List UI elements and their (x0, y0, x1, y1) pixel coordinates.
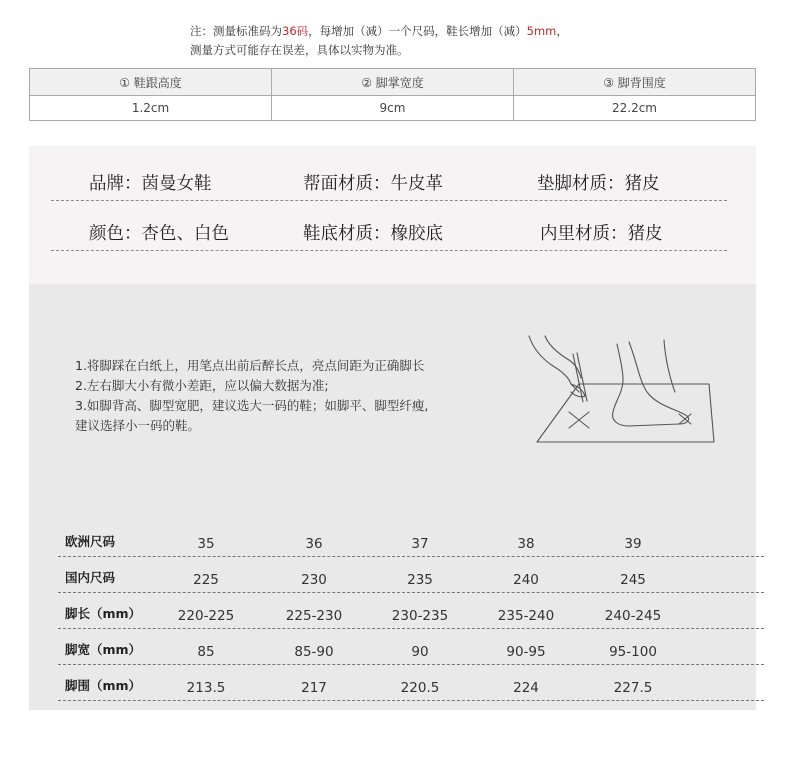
size-cell: 230 (301, 572, 327, 588)
instep-girth-header: ③ 脚背围度 (514, 69, 756, 96)
size-cell: 240-245 (604, 608, 662, 624)
size-cell: 213.5 (186, 680, 226, 696)
sole-width-header: ② 脚掌宽度 (272, 69, 514, 96)
measurement-header-row (30, 69, 756, 96)
size-cell: 224 (513, 680, 539, 696)
size-cell: 85 (197, 644, 215, 660)
size-table-row (58, 664, 764, 701)
measurement-table (29, 68, 756, 121)
standard-size: 36码 (282, 24, 309, 38)
size-cell: 36 (305, 536, 323, 552)
lining-material-info: 内里材质：猪皮 (540, 224, 663, 244)
brand-info: 品牌：茵曼女鞋 (89, 174, 212, 194)
foot-measure-sketch-icon (519, 332, 719, 452)
increment-value: 5mm (526, 24, 557, 38)
tip-line: 3.如脚背高、脚型宽肥，建议选大一码的鞋；如脚平、脚型纤瘦, (75, 398, 429, 413)
size-cell: 90-95 (506, 644, 546, 660)
size-cell: 230-235 (391, 608, 449, 624)
size-cell: 220-225 (177, 608, 235, 624)
measuring-tips (75, 356, 428, 436)
size-cell: 227.5 (613, 680, 653, 696)
size-cell: 225 (193, 572, 219, 588)
size-cell: 37 (411, 536, 429, 552)
size-table-row (58, 628, 764, 665)
size-cell: 235-240 (497, 608, 555, 624)
size-cell: 39 (624, 536, 642, 552)
size-cell: 85-90 (294, 644, 334, 660)
size-cell: 217 (301, 680, 327, 696)
size-note (190, 22, 568, 60)
size-cell: 245 (620, 572, 646, 588)
size-row-label: 脚宽（mm） (65, 642, 142, 657)
color-info: 颜色：杏色、白色 (89, 224, 229, 244)
size-cell: 95-100 (609, 644, 657, 660)
size-cell: 240 (513, 572, 539, 588)
sole-width-value: 9cm (272, 96, 514, 121)
note-line-2: 测量方式可能存在误差，具体以实物为准。 (190, 43, 409, 57)
size-cell: 220.5 (400, 680, 440, 696)
heel-height-value: 1.2cm (30, 96, 272, 121)
size-cell: 225-230 (285, 608, 343, 624)
tip-line: 建议选择小一码的鞋。 (75, 418, 201, 433)
info-row-2 (51, 220, 727, 251)
size-cell: 38 (517, 536, 535, 552)
product-info-panel (29, 146, 756, 284)
size-table-row (58, 556, 764, 593)
size-cell: 35 (197, 536, 215, 552)
size-cell: 235 (407, 572, 433, 588)
upper-material-info: 帮面材质：牛皮革 (303, 174, 443, 194)
size-table-row (58, 520, 764, 557)
size-row-label: 国内尺码 (65, 570, 116, 585)
measurement-value-row (30, 96, 756, 121)
size-cell: 90 (411, 644, 429, 660)
size-row-label: 欧洲尺码 (65, 534, 116, 549)
note-line-1: 注：测量标准码为36码，每增加（减）一个尺码，鞋长增加（减）5mm， (190, 24, 568, 38)
insole-material-info: 垫脚材质：猪皮 (537, 174, 660, 194)
heel-height-header: ① 鞋跟高度 (30, 69, 272, 96)
outsole-material-info: 鞋底材质：橡胶底 (303, 224, 443, 244)
size-table-row (58, 592, 764, 629)
size-row-label: 脚长（mm） (65, 606, 142, 621)
size-row-label: 脚围（mm） (65, 678, 142, 693)
tip-line: 2.左右脚大小有微小差距，应以偏大数据为准; (75, 378, 329, 393)
info-row-1 (51, 170, 727, 201)
instep-girth-value: 22.2cm (514, 96, 756, 121)
size-guide-panel (29, 284, 756, 710)
tip-line: 1.将脚踩在白纸上，用笔点出前后醉长点，亮点间距为正确脚长 (75, 358, 425, 373)
